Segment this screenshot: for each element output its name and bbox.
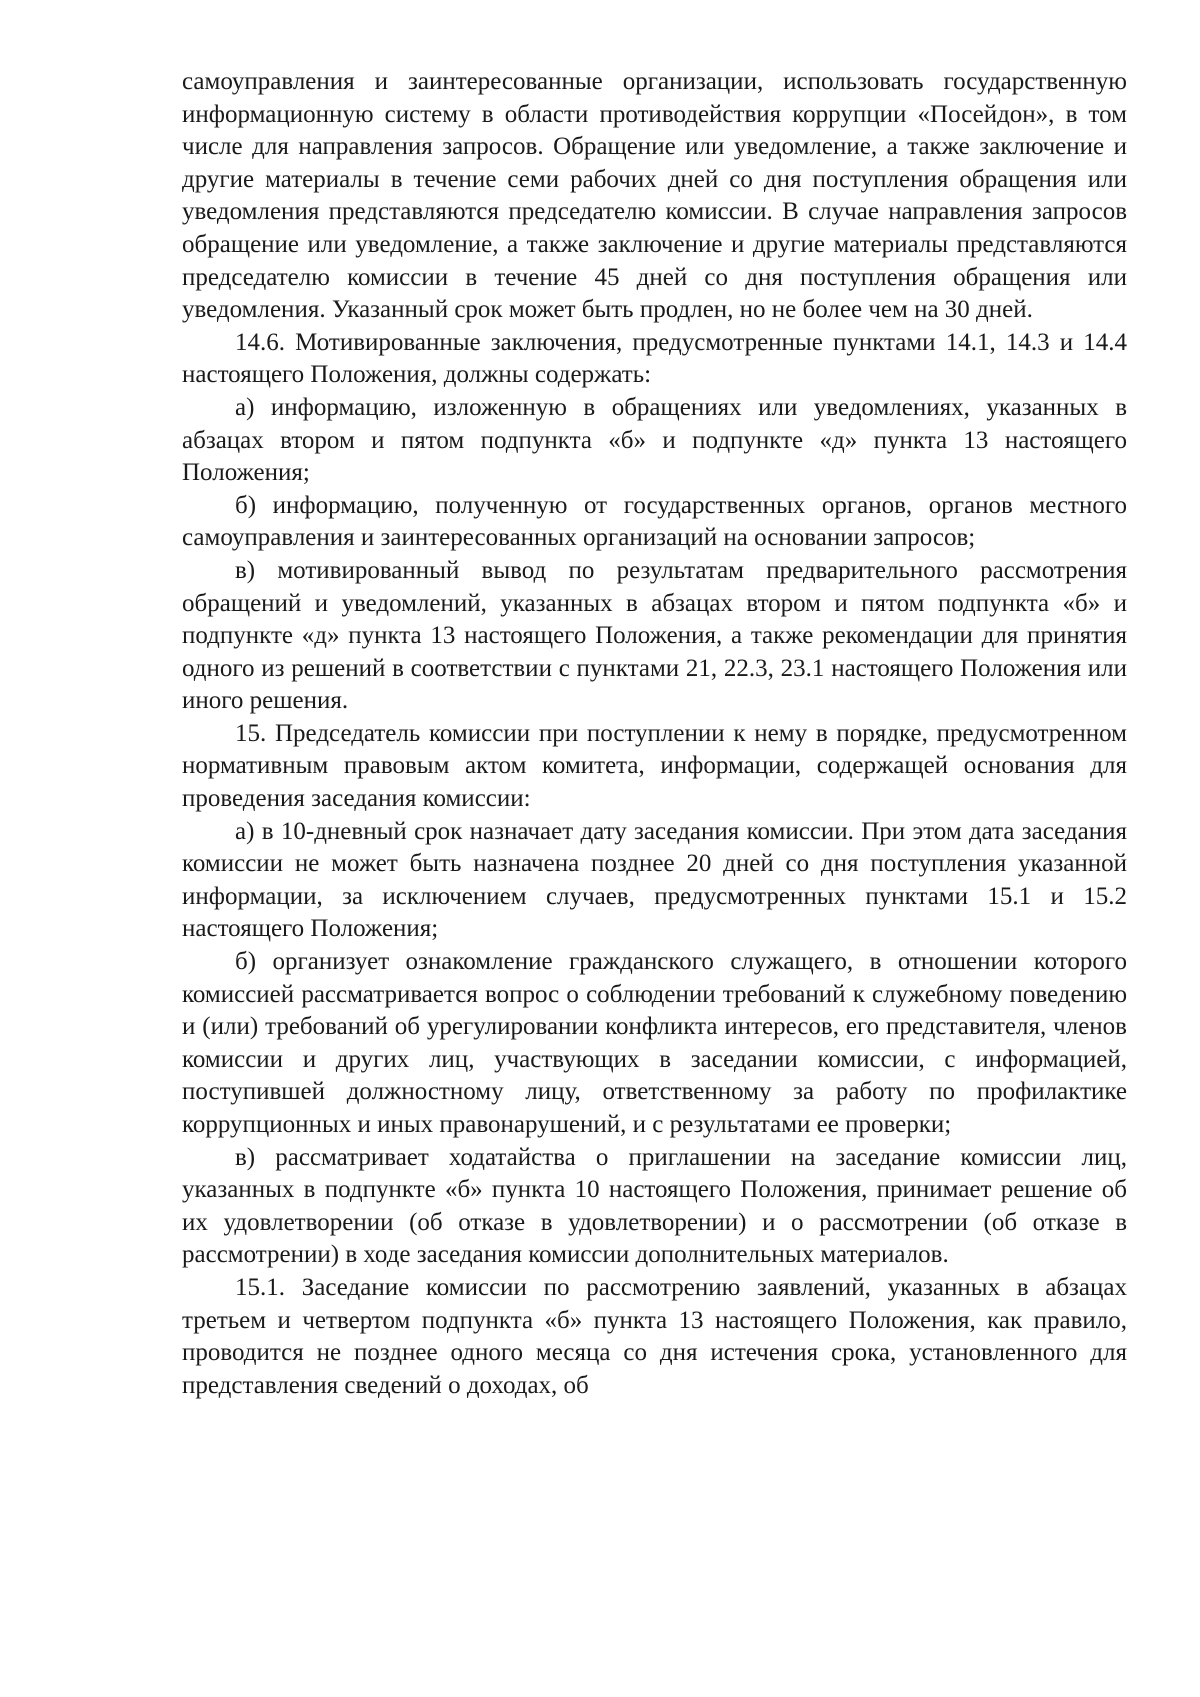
- paragraph-15-a: а) в 10-дневный срок назначает дату заседания комиссии. При этом дата заседания комиссии не может быть назначена позднее 20 дней со дня поступления указанной информации, за исключением случаев, предусмотренных пунктами 15.1 и 15.2 настоящего Положения;: [182, 817, 1127, 943]
- paragraph-continuation: самоуправления и заинтересованные организации, использовать государственную информационную систему в области противодействия коррупции «Посейдон», в том числе для направления запросов. Обращение или уведомление, а также заключение и другие материалы в течение семи рабочих дней со дня поступления обращения или уведомления представляются председателю комиссии. В случае направления запросов обращение или уведомление, а также заключение и другие материалы представляются председателю комиссии в течение 45 дней со дня поступления обращения или уведомления. Указанный срок может быть продлен, но не более чем на 30 дней.: [182, 68, 1127, 324]
- paragraph-14-6-a: а) информацию, изложенную в обращениях или уведомлениях, указанных в абзацах втором и пятом подпункта «б» и подпункте «д» пункта 13 настоящего Положения;: [182, 393, 1127, 487]
- paragraph-14-6-b: б) информацию, полученную от государственных органов, органов местного самоуправления и заинтересованных организаций на основании запросов;: [182, 491, 1127, 552]
- paragraph-15: 15. Председатель комиссии при поступлении к нему в порядке, предусмотренном нормативным правовым актом комитета, информации, содержащей основания для проведения заседания комиссии:: [182, 719, 1127, 813]
- paragraph-14-6: 14.6. Мотивированные заключения, предусмотренные пунктами 14.1, 14.3 и 14.4 настоящего Положения, должны содержать:: [182, 328, 1127, 389]
- paragraph-15-v: в) рассматривает ходатайства о приглашении на заседание комиссии лиц, указанных в подпункте «б» пункта 10 настоящего Положения, принимает решение об их удовлетворении (об отказе в удовлетворении) и о рассмотрении (об отказе в рассмотрении) в ходе заседания комиссии дополнительных материалов.: [182, 1143, 1127, 1269]
- paragraph-15-b: б) организует ознакомление гражданского служащего, в отношении которого комиссией рассматривается вопрос о соблюдении требований к служебному поведению и (или) требований об урегулировании конфликта интересов, его представителя, членов комиссии и других лиц, участвующих в заседании комиссии, с информацией, поступившей должностному лицу, ответственному за работу по профилактике коррупционных и иных правонарушений, и с результатами ее проверки;: [182, 948, 1127, 1138]
- paragraph-14-6-v: в) мотивированный вывод по результатам предварительного рассмотрения обращений и уведомлений, указанных в абзацах втором и пятом подпункта «б» и подпункте «д» пункта 13 настоящего Положения, а также рекомендации для принятия одного из решений в соответствии с пунктами 21, 22.3, 23.1 настоящего Положения или иного решения.: [182, 556, 1127, 715]
- paragraph-15-1: 15.1. Заседание комиссии по рассмотрению заявлений, указанных в абзацах третьем и четвертом подпункта «б» пункта 13 настоящего Положения, как правило, проводится не позднее одного месяца со дня истечения срока, установленного для представления сведений о доходах, об: [182, 1273, 1127, 1399]
- document-page: [182, 66, 1127, 1402]
